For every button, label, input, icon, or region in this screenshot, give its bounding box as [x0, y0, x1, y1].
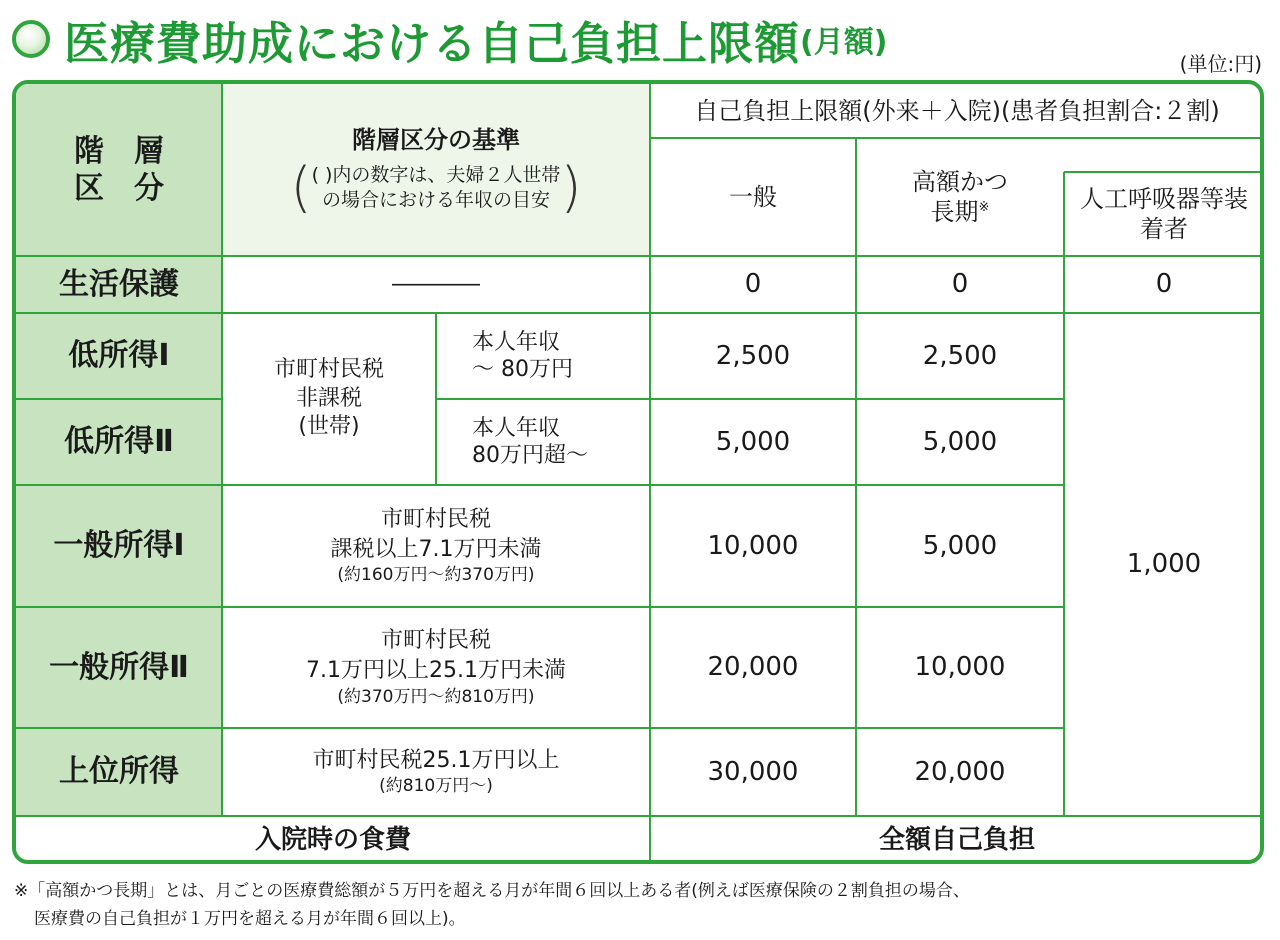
row-low1-high: 2,500 [922, 340, 998, 371]
title-area [12, 4, 887, 74]
row-welfare-criteria: ―――― [392, 271, 480, 297]
row-low2-label: 低所得Ⅱ [16, 399, 222, 485]
row-gen2-label: 一般所得Ⅱ [16, 607, 222, 728]
row-vent-shared: 1,000 [1126, 549, 1202, 580]
unit-label: (単位:円) [1179, 52, 1262, 76]
row-welfare-high: 0 [951, 269, 969, 300]
row-low2-criteria: 本人年収 80万円超～ [472, 415, 588, 468]
row-gen1-label: 一般所得Ⅰ [16, 485, 222, 607]
row-low1-label: 低所得Ⅰ [16, 313, 222, 399]
row-gen1-general: 10,000 [707, 530, 799, 561]
page-title-sub: (月額) [800, 25, 888, 60]
footnote-line-1: ※「高額かつ長期」とは、月ごとの医療費総額が５万円を超える月が年間６回以上ある者(例えば医療保険の２割負担の場合、 [14, 881, 970, 901]
criteria-note: ( ( )内の数字は、夫婦２人世帯 の場合における年収の目安 ) [290, 156, 582, 219]
high-note-mark: ※ [978, 200, 990, 215]
footnote-line-2: 医療費の自己負担が１万円を超える月が年間６回以上)。 [34, 909, 466, 929]
cost-limit-table [12, 80, 1264, 864]
row-gen1-criteria: 市町村民税 課税以上7.1万円未満 (約160万円～約370万円) [330, 506, 542, 586]
row-low1-criteria: 本人年収 ～ 80万円 [472, 329, 573, 382]
row-low1-general: 2,500 [715, 340, 791, 371]
meal-value: 全額自己負担 [878, 824, 1035, 855]
circle-bullet-icon [12, 20, 50, 58]
row-welfare-general: 0 [744, 269, 762, 300]
row-low-shared-criteria: 市町村民税 非課税 (世帯) [273, 357, 384, 440]
row-low2-general: 5,000 [715, 426, 791, 457]
row-upper-criteria: 市町村民税25.1万円以上 (約810万円～) [312, 747, 560, 797]
criteria-title: 階層区分の基準 [352, 126, 520, 154]
header-col-general: 一般 [729, 183, 777, 211]
header-criteria [222, 84, 650, 256]
header-category: 階 層 区 分 [16, 84, 222, 256]
header-limit: 自己負担上限額(外来＋入院)(患者負担割合:２割) [694, 97, 1220, 125]
row-upper-high: 20,000 [914, 756, 1006, 787]
row-upper-label: 上位所得 [16, 728, 222, 816]
header-col-high: 高額かつ長期※ [912, 168, 1008, 226]
page-title: 医療費助成における自己負担上限額 [64, 16, 801, 70]
row-upper-general: 30,000 [707, 756, 799, 787]
row-low2-high: 5,000 [922, 426, 998, 457]
header-col-vent: 人工呼吸器等装着者 [1080, 185, 1248, 243]
row-welfare-vent: 0 [1155, 269, 1173, 300]
row-gen1-high: 5,000 [922, 530, 998, 561]
row-gen2-high: 10,000 [914, 652, 1006, 683]
row-welfare-label: 生活保護 [16, 256, 222, 313]
meal-label: 入院時の食費 [254, 824, 411, 855]
row-gen2-general: 20,000 [707, 652, 799, 683]
row-gen2-criteria: 市町村民税 7.1万円以上25.1万円未満 (約370万円～約810万円) [306, 628, 566, 707]
